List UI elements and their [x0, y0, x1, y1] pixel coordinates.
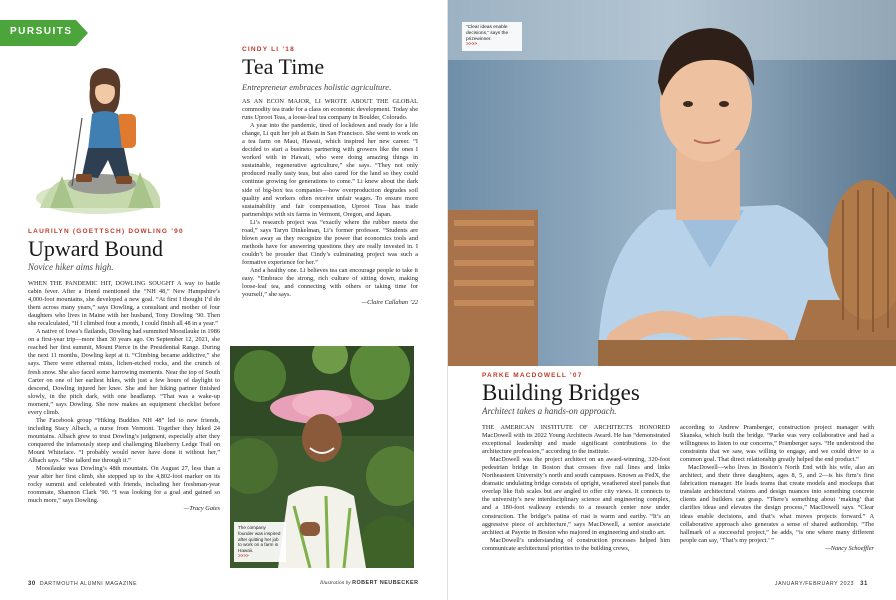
illustrator-name: ROBERT NEUBECKER [352, 580, 419, 586]
article2-paragraph: And a healthy one. Li believes tea can encourage people to take it easy. “Embrace the strong, rich culture of sitting down, making loose-leaf tea, and connecting with others or taking time for yourself,” she says. [242, 266, 418, 299]
article1-dek: Novice hiker aims high. [28, 262, 114, 272]
architect-photo-image [448, 0, 896, 366]
article3-dek: Architect takes a hands-on approach. [482, 406, 617, 416]
article2-kicker: CINDY LI ’18 [242, 46, 295, 53]
article1-signature: —Tracy Gates [183, 505, 220, 513]
article3-paragraph: MacDowell—who lives in Boston’s North End with his wife, also an architect, and their three daughters, ages 8, 5, and 2—is his firm’s first fabrication manager. He leads teams that create models and mockups that translate architectural visions and design nuances into something concrete clients and builders can grasp. “There’s something about ‘making’ that clarifies ideas and elevates the design process,” MacDowell says. “Clear ideas enable decisions, and that’s what moves projects forward.” A collaborative approach also generates a sense of shared authorship. “The hallmark of a successful project,” he adds, “is one where many different people can say, ‘That’s my project.’ ” [680, 464, 874, 544]
article2-signature: —Claire Callahan ’22 [361, 299, 418, 307]
article1-paragraph: Moosilauke was Dowling’s 48th mountain. On August 27, less than a year after her first climb, she stepped up to the 4,802-foot marker on its rocky summit and celebrated with friends, including her freshman-year roommate, Shannon Clark ’90. “I was looking for a goal and gained so much more,” says Dowling. [28, 465, 220, 505]
article3-paragraph: MacDowell’s understanding of construction processes helped him communicate architectural priorities to the building crews, [482, 536, 670, 552]
article1-paragraph: A native of Iowa’s flatlands, Dowling had summited Moosilauke in 1986 on a first-year trip—more than 30 years ago. On September 12, 2021, she reached her first summit, Mount Pierce in the Presidential Range. During the next 11 months, Dowling kept at it. “Climbing became addictive,” she says. There were ethereal mists, lichen-etched rocks, and the crunch of fresh snow. She also faced some harrowing moments. Near the top of South Carter on one of her earliest hikes, with just a few hours of daylight to descend, Dowling injured her knee. She and her hiking partner finished slowly, in the pitch dark, with one headlamp. “That was a wake-up moment,” says Dowling. She now makes an equipment checklist before every climb. [28, 328, 220, 416]
article3-body-col2 [680, 424, 874, 574]
architect-photo [448, 0, 896, 366]
article2-dek: Entrepreneur embraces holistic agriculture. [242, 82, 392, 92]
left-magazine-title: DARTMOUTH ALUMNI MAGAZINE [39, 581, 138, 587]
illustration-credit [320, 580, 418, 586]
right-page-number: 31 [860, 581, 868, 587]
right-page [448, 0, 896, 600]
right-folio [775, 581, 868, 587]
tea-photo-caption [234, 522, 286, 562]
section-tab [0, 20, 90, 46]
article3-paragraph: MacDowell was the project architect on an award-winning, 320-foot pedestrian bridge in Boston that crosses five rail lines and links Northeastern University’s north and south campuses. Known as FedX, the dramatic undulating bridge consists of upright, weathered steel panels that overlap like fish scales but are angled to offer city views. It connects to the university’s new interdisciplinary science and engineering complex, and a 180-foot walkway extends to a research center now under construction. The bridge’s patina of rust is warm and earthy. “It’s an aggressive piece of architecture,” says MacDowell, a senior associate architect at Payette in Boston who majored in engineering and studio art. [482, 456, 670, 536]
article3-signature: —Nancy Schoeffler [825, 544, 874, 552]
article1-paragraph: WHEN THE PANDEMIC HIT, DOWLING SOUGHT A way to battle cabin fever. After a friend mentioned the “NH 48,” New Hampshire’s 4,000-foot mountains, she developed a new goal. “At first I thought I’d do them across many years,” says Dowling, a consultant and mother of four daughters who lives in Maine with her husband, Tony Dowling ’90. Then she recalculated, “If I climbed four a month, I could finish all 48 in a year.” [28, 280, 220, 328]
tea-photo-caption-arrow: >>>> [238, 553, 249, 559]
article3-kicker: PARKE MACDOWELL ’07 [482, 372, 583, 379]
photo-quote-text: “Clear ideas enable decisions,” says the prizewinner. [466, 25, 509, 42]
tea-photo-caption-text: The company founder was inspired after quitting her job to work on a farm in Hawaii. [238, 525, 281, 553]
article2-paragraph: Li’s research project was “exactly where the rubber meets the road,” says Taryn Dinkelman, Li’s former professor. “Students are blown away as they recognize the power that economics tools and methods have for answering questions they are really invested in. I couldn’t be prouder that Cindy’s culminating project was such a formative experience for her.” [242, 218, 418, 266]
left-page-number: 30 [28, 581, 36, 587]
article1-body [28, 280, 220, 574]
illustration-label: Illustration by [320, 580, 351, 586]
article1-kicker: LAURILYN (GOETTSCH) DOWLING ’90 [28, 228, 184, 235]
hiker-illustration [32, 58, 164, 216]
article2-paragraph: AS AN ECON MAJOR, LI WROTE ABOUT THE GLOBAL commodity tea trade for a class on economic development. Today she runs Uproot Teas, a loose-leaf tea company in Boulder, Colorado. [242, 98, 418, 122]
article2-body [242, 98, 418, 340]
article2-paragraph: A year into the pandemic, tired of lockdown and ready for a life change, Li quit her job at Bain in San Francisco. She went to work on a tea farm on Maui, Hawaii, which inspired her new career. “I decided to start a business partnering with growers like the ones I worked with in Hawaii, who were doing amazing things in sustainable, regenerative agriculture,” she says. “They not only produced really tasty teas, but also cared for the land so they could continue growing for generations to come.” Li knew about the dark side of big-box tea companies—how overproduction degrades soil quality and workers often receive unfair wages. To ensure more sustainability and fair compensation, Uproot Teas has trade partnerships with six farms in Vermont, Oregon, and Japan. [242, 122, 418, 218]
article3-paragraph: THE AMERICAN INSTITUTE OF ARCHITECTS HONORED MacDowell with its 2022 Young Architects Award. He has “demonstrated exceptional leadership and made significant contributions to the architecture profession,” according to the institute. [482, 424, 670, 456]
left-folio [28, 581, 137, 587]
article2-headline: Tea Time [242, 54, 325, 79]
article3-headline: Building Bridges [482, 380, 640, 405]
right-issue-date: JANUARY/FEBRUARY 2023 [774, 581, 855, 587]
tea-farm-photo [230, 346, 414, 568]
photo-quote-arrow: >>>> [466, 42, 478, 48]
article3-paragraph: according to Andrew Pramberger, construction project manager with Skanska, which built the bridge. “Parke was very collaborative and had a willingness to listen to our concerns,” Pramberger says. “He understood the constraints that we saw, was willing to engage, and we could drive to a common goal. That direct relationship greatly helped the end product.” [680, 424, 874, 464]
article1-paragraph: The Facebook group “Hiking Buddies NH 48” led to new friends, including Stacy Albach, a nurse from Vermont. Together they hiked 24 mountains. Albach grew to trust Dowling’s judgment, especially after they conquered the infamously steep and challenging Blueberry Ledge Trail on Mount Whiteface. “I probably would never have done it without her,” Albach says. “She talked me through it.” [28, 416, 220, 465]
article1-headline: Upward Bound [28, 236, 164, 261]
section-tab-label: PURSUITS [10, 26, 73, 37]
article3-body-col1 [482, 424, 670, 574]
photo-quote-box [462, 22, 522, 51]
